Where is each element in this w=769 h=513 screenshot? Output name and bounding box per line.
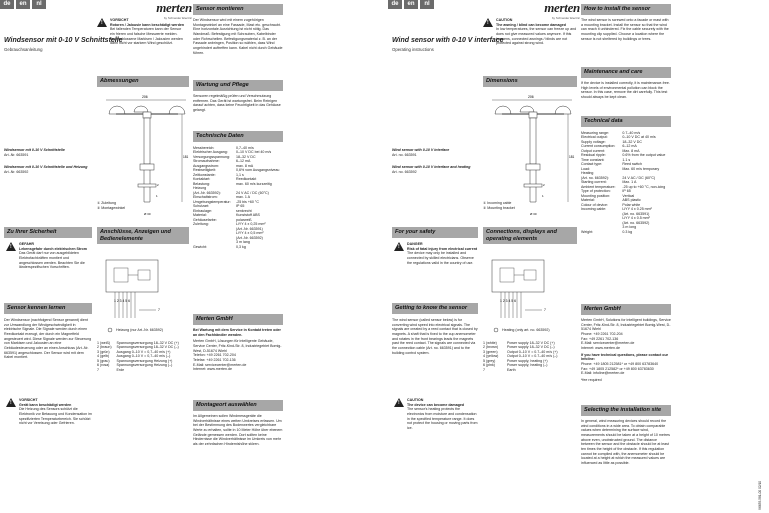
tech-de-value: LiYY 4 x 0,5 mm² bbox=[236, 231, 264, 236]
tech-de-row bbox=[193, 182, 285, 186]
global-block-de: Bei Wartung mit dem Service in Kontakt treten oder an den Fachhändler wenden. Merten GmbH, Lösungen für intelligente Gebäude, Service Center, Fritz-Kind-Str. 8, Industriegebiet Bomig-West, D-51674 Wiehl Telefon: +49 2261 702-204 Telefax: +49 2261 702-136 E-Mail: servicecenter@merten.de Internet: www.merten.de bbox=[193, 328, 282, 372]
wire-de-label: 6 (rosa) bbox=[97, 363, 110, 368]
wire-de-value: Ausgang 0–10 V = 0,7–40 m/s (–) bbox=[116, 354, 171, 359]
tech-en-value: (Art. no. 663592) bbox=[622, 220, 650, 225]
wire-de-label: 1 (weiß) bbox=[97, 341, 110, 345]
figure-legend-en: ① Incoming cable ② Mounting bracket bbox=[483, 201, 515, 210]
wire-table-en bbox=[483, 341, 577, 372]
figure-legend-de: ① Zuleitung ② Montagewinkel bbox=[97, 201, 126, 210]
mount-body-en: The wind sensor is screwed onto a facade or mast with a mounting bracket. Install the sensor so that the wind can reach it unhindered. Fix the cable securely with the mounting clip supplied. Choose a location where the sensor is not sheltered by buildings or trees. bbox=[581, 18, 669, 41]
tech-de-label: Zuleitung: bbox=[193, 222, 209, 227]
wire-de-value: Spannungsversorgung Heizung (+) bbox=[116, 358, 173, 363]
danger-icon bbox=[6, 242, 16, 251]
tech-de-label: Heizung bbox=[193, 186, 207, 191]
tech-en-value: 18–32 V DC bbox=[622, 139, 642, 144]
wire-de-value: Spannungsversorgung 18–32 V DC (+) bbox=[116, 341, 179, 345]
global-block-en: Merten GmbH, Solutions for intelligent buildings, Service Center, Fritz-Kind-Str. 8, Industriegebiet Bomig-West, D-51674 Wiehl Phone: +49 2261 702-204 Fax: +49 2261 702-136 E-Mail: servicecenter@merten.de Internet: www.merten.de If you have technical questions, please contact our Infoline: Phone: +49 1805 212581* or +49 800 63783640 Fax: +49 1805 212582* or +49 800 63783630 E-Mail: infoline@merten.de *fee required bbox=[581, 318, 671, 383]
tech-en-label: Incoming cable: bbox=[581, 207, 607, 212]
wire-en-value: Power supply, heating (–) bbox=[507, 363, 548, 368]
wire-en-label: 1 (white) bbox=[483, 341, 497, 345]
tech-de-value: IP 65 bbox=[236, 204, 245, 209]
tech-en-label: Ambient temperature: bbox=[581, 184, 616, 189]
caution2-box-de: ! VORSICHT Gerät kann beschädigt werden Die Heizung des Sensors schützt die Elektronik vor Betauung und Kondensation im spezifizierten Temperaturbereich. Sie schützt nicht vor Vereisung oder Gefrieren. bbox=[6, 398, 92, 426]
warning-icon-en bbox=[483, 18, 493, 27]
section-header-global-en: Merten GmbH bbox=[581, 304, 671, 315]
tech-de-value: LiYY 4 x 0,25 mm² bbox=[236, 222, 266, 227]
tech-table-de bbox=[193, 146, 285, 249]
lang-tab-en[interactable]: en bbox=[16, 0, 30, 9]
svg-text:1 2 3 4 5 6: 1 2 3 4 5 6 bbox=[114, 299, 131, 303]
tech-de-value: 0,6% vom Ausgangsniveau bbox=[236, 168, 280, 173]
lang-tab-nl-right[interactable]: nl bbox=[420, 0, 434, 9]
tech-de-value: 3 m lang bbox=[236, 240, 250, 245]
wire-en-label: 7 bbox=[483, 367, 485, 372]
warning-icon-2 bbox=[6, 398, 16, 407]
wire-en-value: Output 0–10 V = 0.7–40 m/s (+) bbox=[507, 349, 558, 354]
wire-en-label: 6 (pink) bbox=[483, 363, 495, 368]
tech-en-label: Load: bbox=[581, 166, 590, 171]
tech-de-label: Messbereich: bbox=[193, 146, 215, 150]
svg-text:181: 181 bbox=[569, 155, 575, 159]
tech-de-value: Reedkontakt bbox=[236, 177, 257, 182]
svg-text:181: 181 bbox=[183, 155, 189, 159]
tech-en-value: 0.3 kg bbox=[622, 229, 633, 234]
wire-en-label: 2 (brown) bbox=[483, 345, 499, 350]
tech-de-label: Schutzart: bbox=[193, 204, 210, 209]
tech-de-label: Einschaltstrom: bbox=[193, 195, 218, 200]
tech-de-label: Material: bbox=[193, 213, 207, 218]
tech-de-label: Versorgungsspannung: bbox=[193, 154, 230, 159]
tech-en-value: (Art. no. 663591) bbox=[622, 211, 650, 216]
tech-de-label: Gehäusefarbe: bbox=[193, 217, 217, 222]
wire-de-value: Ausgang 0–10 V = 0,7–40 m/s (+) bbox=[116, 349, 171, 354]
lang-bar-en-page bbox=[388, 0, 434, 9]
tech-en-label: (Art. no. 663592): bbox=[581, 175, 609, 180]
svg-text:1 2 3 4 5 6: 1 2 3 4 5 6 bbox=[500, 299, 517, 303]
svg-text:206: 206 bbox=[142, 95, 148, 99]
tech-de-label: Elektrischer Ausgang: bbox=[193, 150, 228, 155]
wire-en-value: Output 0–10 V = 0.7–40 m/s (–) bbox=[507, 354, 558, 359]
section-header-maint-de: Wartung und Pflege bbox=[193, 80, 283, 91]
tech-de-value: Kunststoff ABS bbox=[236, 213, 260, 218]
tech-en-value: 3 m long bbox=[622, 225, 637, 230]
tech-de-value: 6–12 mA bbox=[236, 159, 251, 164]
wiring-diagram-de bbox=[100, 258, 188, 333]
wire-de-value: Spannungsversorgung Heizung (–) bbox=[116, 363, 173, 368]
tech-en-value: 6–12 mA bbox=[622, 144, 637, 149]
section-header-learn-de: Sensor kennen lernen bbox=[4, 303, 92, 314]
tech-de-value: polarweiß bbox=[236, 217, 252, 222]
tech-de-label: (Art.-Nr. 663592): bbox=[193, 190, 221, 195]
tech-en-value: -25 up to +60 °C, non-icing bbox=[622, 184, 666, 189]
place-body-en: In general, wind measuring devices should record the wind conditions in a wide area. To obtain comparable values when determining the surface wind, measurements should be taken at a height of 10 metres above even, unobstructed ground. The distance between the sensor and the obstacle should be at least ten times the height of the obstacle. If this regulation cannot be complied with, the anemometer should be located at a height at which the measured values are influenced as little as possible. bbox=[581, 419, 670, 466]
tech-en-label: Time constant: bbox=[581, 157, 605, 162]
svg-text:7: 7 bbox=[544, 308, 546, 312]
tech-de-value: 1,1 s bbox=[236, 172, 244, 177]
heating-label-en: Heating (only art. no. 663592) bbox=[502, 328, 550, 332]
tech-de-value: 0,3 kg bbox=[236, 244, 246, 249]
tech-de-value: 24 V AC / DC (60°C) bbox=[236, 190, 269, 195]
wire-en-label: 5 (grey) bbox=[483, 358, 496, 363]
tech-en-value: 0.6% from the output value bbox=[622, 153, 666, 158]
tech-de-value: max. 8 mA bbox=[236, 163, 254, 168]
tech-en-label: Electrical output: bbox=[581, 135, 608, 140]
tech-de-label: Ausgangsstrom: bbox=[193, 163, 219, 168]
svg-text:2: 2 bbox=[157, 183, 159, 187]
tech-en-value: 0–10 V DC at 40 m/s bbox=[622, 135, 656, 140]
lang-tab-nl[interactable]: nl bbox=[32, 0, 46, 9]
wire-de-label: 2 (braun) bbox=[97, 345, 112, 350]
wire-de-label: 3 (grün) bbox=[97, 349, 110, 354]
caution2-box-en: ! CAUTION The device can become damaged The sensor's heating protects the electronics from moisture and condensation in the specified temperature range. It does not protect the housing or moving parts from ice. bbox=[394, 398, 478, 431]
tech-en-label: Weight: bbox=[581, 229, 594, 234]
tech-de-value: 0–10 V DC bei 40 m/s bbox=[236, 150, 272, 155]
tech-en-value: LiYY 4 x 0.25 mm² bbox=[622, 207, 652, 212]
section-header-place-en: Selecting the installation site bbox=[581, 405, 671, 416]
tech-de-value: max. 1 A bbox=[236, 195, 251, 200]
tech-de-value: (Art.-Nr. 663591) bbox=[236, 226, 263, 231]
svg-text:Ø 30: Ø 30 bbox=[530, 212, 537, 216]
caution-box-en: ! CAUTION The awning / blind can become damaged In low temperatures, the sensor can freeze up and does not give measured values anymore. If this happens, connected awnings / blinds are not protected against strong wind. bbox=[483, 18, 577, 46]
section-header-global-de: Merten GmbH bbox=[193, 314, 283, 325]
tech-en-value: Polar white bbox=[622, 202, 641, 207]
section-header-learn-en: Getting to know the sensor bbox=[392, 303, 478, 314]
section-header-place-de: Montageort auswählen bbox=[193, 400, 283, 411]
warning-icon-en-2 bbox=[394, 398, 404, 407]
wire-en-label: 3 (green) bbox=[483, 349, 498, 354]
lang-tab-de-right[interactable]: de bbox=[388, 0, 402, 9]
tech-de-value: 18–32 V DC bbox=[236, 154, 256, 159]
tech-de-label: Zeitkonstante: bbox=[193, 172, 216, 177]
tech-en-label: Residual ripple: bbox=[581, 153, 606, 158]
tech-de-label: Kontaktart: bbox=[193, 177, 211, 182]
wire-en-label: 4 (yellow) bbox=[483, 354, 499, 359]
product-list-de: Windsensor mit 0-10 V Schnittstelle Art.-Nr. 663591 Windsensor mit 0-10 V Schnittstelle und Heizung Art.-Nr. 663592 bbox=[4, 148, 88, 175]
tech-de-value: 0,7–40 m/s bbox=[236, 146, 254, 150]
tech-en-label: Current consumption: bbox=[581, 144, 616, 149]
lang-bar-de-page bbox=[0, 0, 46, 9]
svg-text:Ø 30: Ø 30 bbox=[144, 212, 151, 216]
section-header-connections-de: Anschlüsse, Anzeigen und Bedienelemente bbox=[97, 227, 189, 244]
wire-table-de bbox=[97, 341, 189, 372]
mount-body-de: Der Windsensor wird mit einem zugehörigen Montagewinkel an eine Fassade, Mast etc. geschraubt. Eine horizontale Ausrichtung ist nicht nötig. Das Wandmaß: Befestigung mit Schrauben, Kabelbinder oder Rohrschellen. Befestigungsmaterial z. B. an der Fassade anbringen, Position so wählen, dass Wind ungehindert auftreffen kann. Kabel nicht durch Gebäude führen. bbox=[193, 18, 283, 55]
tech-de-row bbox=[193, 245, 285, 249]
tech-en-row bbox=[581, 230, 673, 234]
lang-tab-en-right[interactable]: en bbox=[404, 0, 418, 9]
tech-en-label: Contact type: bbox=[581, 162, 603, 167]
merten-logo-right: merten by Schneider Electric bbox=[544, 0, 580, 20]
learn-body-en: The wind sensor (called sensor below) is for converting wind speed into electrical signals. The signals are created by a reed contact that is closed by magnets. A shaft that is fixed to the cup anemometer and rotates in the front bearings leads the magnets past the reed contact. The signals are connected via the connection cable (Art. no. 663591) and to the building control system. bbox=[392, 318, 478, 355]
tech-en-value: Max. 1 A bbox=[622, 180, 637, 185]
heating-label-de: Heizung (nur Art.-Nr. 663592) bbox=[116, 328, 163, 332]
wire-de-value: Spannungsversorgung 18–32 V DC (–) bbox=[116, 345, 179, 350]
tech-de-value: -25 bis +60 °C bbox=[236, 199, 259, 204]
section-header-connections-en: Connections, displays and operating elements bbox=[483, 227, 577, 244]
wire-en-value: Earth bbox=[507, 367, 516, 372]
tech-en-label: Heating bbox=[581, 171, 594, 176]
wire-en-value: Power supply 18–32 V DC (+) bbox=[507, 341, 555, 345]
wiring-diagram-en bbox=[486, 258, 574, 333]
section-header-safety-en: For your safety bbox=[392, 227, 478, 238]
tech-en-label: Type of protection: bbox=[581, 189, 611, 194]
merten-logo-left: merten by Schneider Electric bbox=[156, 0, 192, 20]
tech-de-label: Restwelligkeit: bbox=[193, 168, 216, 173]
svg-text:2: 2 bbox=[543, 183, 545, 187]
wire-en-value: Power supply, heating (+) bbox=[507, 358, 548, 363]
section-header-mount-de: Sensor montieren bbox=[193, 4, 283, 15]
danger-box-en: ! DANGER Risk of fatal injury from electrical current The device may only be installed and connected by skilled electricians. Observe the regulations valid in the country of use. bbox=[394, 242, 478, 265]
tech-de-label: Einbaulage: bbox=[193, 208, 212, 213]
tech-de-label: Belastung: bbox=[193, 181, 210, 186]
tech-en-label: Measuring range: bbox=[581, 131, 609, 135]
tech-de-label: Stromaufnahme: bbox=[193, 159, 220, 164]
section-header-tech-de: Technische Daten bbox=[193, 131, 283, 142]
product-list-en: Wind sensor with 0-10 V interface Art. no. 663591 Wind sensor with 0-10 V interface and heating Art. no. 663592 bbox=[392, 148, 471, 175]
tech-en-label: Mounting position: bbox=[581, 193, 611, 198]
tech-en-label: Output current: bbox=[581, 148, 605, 153]
wire-de-label: 5 (grau) bbox=[97, 358, 110, 363]
tech-de-label: Gewicht: bbox=[193, 244, 207, 249]
section-header-mount-en: How to install the sensor bbox=[581, 4, 671, 15]
place-body-de: Im Allgemeinen sollen Windmessgeräte die Windverhältnisse eines weiten Umkreises erfassen. Um bei der Bestimmung des Bodenwertes vergleichbare Werte zu erhalten, sollte in 10 Meter Höhe über ebenem Gelände gemessen werden. Dort sollten keine Hindernisse die Windverhältnisse im Umkreis von mehr als der zehnfachen Hindernishöhe stören. bbox=[193, 414, 283, 447]
section-header-dims-de: Abmessungen bbox=[97, 76, 189, 87]
tech-en-label: Colour of device: bbox=[581, 202, 608, 207]
danger-box-de: ! GEFAHR Lebensgefahr durch elektrischen Strom Das Gerät darf nur von ausgebildeten Elektrofachkräften montiert und angeschlossen werden. Beachten Sie die länderspezifischen Vorschriften. bbox=[6, 242, 92, 270]
page-title-de: Windsensor mit 0-10 V Schnittstelle Gebrauchsanleitung bbox=[4, 37, 123, 52]
tech-en-value: ABS plastic bbox=[622, 198, 641, 203]
tech-en-value: Max. 60 m/s temporary bbox=[622, 166, 660, 171]
tech-de-value: senkrecht bbox=[236, 208, 252, 213]
tech-en-label: Supply voltage: bbox=[581, 139, 606, 144]
maint-body-de: Sensoren regelmäßig prüfen und Verschmutzung entfernen. Das Gerät ist wartungsfrei. Beim Reinigen darauf achten, dass keine Feuchtigkeit in das Gehäuse gelangt. bbox=[193, 94, 281, 113]
tech-en-value: LiYY 4 x 0.5 mm² bbox=[622, 216, 650, 221]
tech-en-value: Reed switch bbox=[622, 162, 642, 167]
learn-body-de: Der Windsensor (nachfolgend Sensor genannt) dient zur Umwandlung der Windgeschwindigkeit in elektrische Signale. Die Signale werden durch einen Reedkontakt erzeugt, der durch ein Magnetfeld angesteuert wird. Diese Signale werden zur Steuerung von Markisen und Jalousien an eine Gebäudesteuerung oder an einen Anschluss (Art.-Nr. 663591) angeschlossen. Der Sensor wird mit dem Kabel montiert. bbox=[4, 318, 92, 360]
section-header-tech-en: Technical data bbox=[581, 116, 671, 127]
tech-de-value: max. 60 m/s kurzzeitig bbox=[236, 181, 272, 186]
wire-de-label: 7 bbox=[97, 367, 99, 372]
tech-de-label: Umgebungstemperatur: bbox=[193, 199, 231, 204]
svg-text:206: 206 bbox=[528, 95, 534, 99]
wire-en-row bbox=[483, 368, 577, 372]
warning-icon bbox=[97, 18, 107, 27]
caution-box-de: ! VORSICHT Rotoren / Jalousie kann beschädigt werden Bei fallenden Temperaturen kann der Sensor ein frieren und falsche Messwerte melden. Angeschlossene Markisen / Jalousien werden dann nicht vor starkem Wind geschützt. bbox=[97, 18, 187, 46]
svg-text:1: 1 bbox=[156, 194, 158, 198]
wire-en-value: Power supply 18–32 V DC (–) bbox=[507, 345, 555, 350]
sensor-dimension-drawing-de bbox=[104, 92, 190, 217]
wire-de-label: 4 (gelb) bbox=[97, 354, 110, 359]
doc-code: V6635-581-00 02/10 bbox=[758, 480, 762, 510]
svg-text:7: 7 bbox=[158, 308, 160, 312]
tech-en-label: Starting current: bbox=[581, 180, 607, 185]
tech-en-value: 1.1 s bbox=[622, 157, 631, 162]
tech-en-value: Max. 8 mA bbox=[622, 148, 640, 153]
wire-de-value: Erde bbox=[116, 367, 125, 372]
tech-de-value: (Art.-Nr. 663592) bbox=[236, 235, 263, 240]
tech-en-label: Material: bbox=[581, 198, 595, 203]
danger-icon-en bbox=[394, 242, 404, 251]
section-header-safety-de: Zu Ihrer Sicherheit bbox=[4, 227, 92, 238]
tech-en-value: 24 V AC / DC (60°C) bbox=[622, 175, 656, 180]
tech-en-value: IP 65 bbox=[622, 189, 631, 194]
svg-text:1: 1 bbox=[542, 194, 544, 198]
section-header-dims-en: Dimensions bbox=[483, 76, 577, 87]
maint-body-en: If the device is installed correctly, it is maintenance-free. High levels of environmental pollution can block the sensor. In this case, remove the dirt carefully. This test should always be kept clean. bbox=[581, 81, 670, 100]
tech-en-value: 0.7–40 m/s bbox=[622, 131, 641, 135]
page-title-en: Wind sensor with 0-10 V interface Operating instructions bbox=[392, 37, 504, 52]
tech-en-value: Vertical bbox=[622, 193, 635, 198]
wire-de-row bbox=[97, 368, 189, 372]
section-header-maint-en: Maintenance and care bbox=[581, 67, 671, 78]
tech-table-en bbox=[581, 131, 673, 234]
sensor-dimension-drawing-en bbox=[490, 92, 576, 217]
lang-tab-de[interactable]: de bbox=[0, 0, 14, 9]
